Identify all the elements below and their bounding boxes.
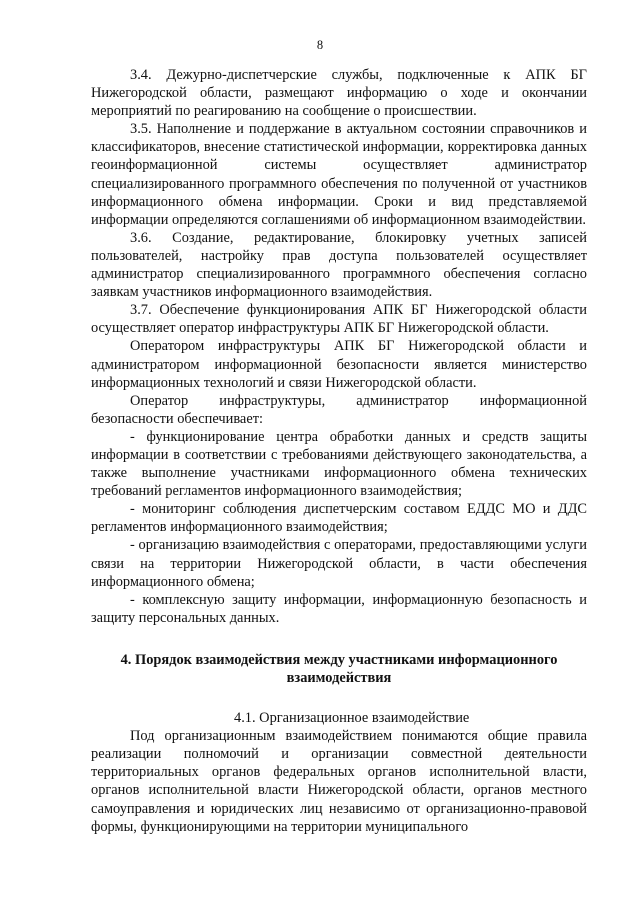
paragraph-provides: Оператор инфраструктуры, администратор информационной безопасности обеспечивает: [91,392,587,427]
paragraph-4-1: Под организационным взаимодействием понимаются общие правила реализации полномочий и организации совместной деятельности территориальных органов федеральных органов исполнительной власти, органов исполнительной власти Нижегородской области, органов местного самоуправления и юридических лиц независимо от организационно-правовой формы, функционирующими на территории муниципального [91,728,587,835]
paragraph-operator: Оператором инфраструктуры АПК БГ Нижегородской области и администратором информационной безопасности является министерство информационных технологий и связи Нижегородской области. [91,338,587,391]
list-item-data-center: - функционирование центра обработки данных и средств защиты информации в соответствии с требованиями действующего законодательства, а также выполнение участниками информационного обмена технических требований регламентов информационного взаимодействия; [91,428,587,500]
subsection-heading: 4.1. Организационное взаимодействие [234,710,470,727]
paragraph-3-6: 3.6. Создание, редактирование, блокировку учетных записей пользователей, настройку прав доступа пользователей осуществляет администратор специализированного программного обеспечения согласно заявкам участников информационного взаимодействия. [91,229,587,301]
paragraph-3-5: 3.5. Наполнение и поддержание в актуальном состоянии справочников и классификаторов, внесение статистической информации, корректировка данных геоинформационной системы осуществляет администратор специализированного программного обеспечения по полученной от участников информационного обмена информации. Сроки и вид представляемой информации определяются соглашениями об информационном взаимодействии. [91,121,587,228]
paragraph-3-7: 3.7. Обеспечение функционирования АПК БГ Нижегородской области осуществляет оператор инфраструктуры АПК БГ Нижегородской области. [91,302,587,337]
list-item-monitoring: - мониторинг соблюдения диспетчерским составом ЕДДС МО и ДДС регламентов информационного взаимодействия; [91,501,587,536]
section-heading: 4. Порядок взаимодействия между участниками информационного взаимодействия [120,651,558,686]
page-number: 8 [316,38,324,52]
list-item-protection: - комплексную защиту информации, информационную безопасность и защиту персональных данных. [91,591,587,626]
paragraph-3-4: 3.4. Дежурно-диспетчерские службы, подключенные к АПК БГ Нижегородской области, размещают информацию о ходе и окончании мероприятий по реагированию на сообщение о происшествии. [91,67,587,120]
document-body [91,66,587,836]
list-item-operators: - организацию взаимодействия с операторами, предоставляющими услуги связи на территории Нижегородской области, в части обеспечения информационного обмена; [91,537,587,590]
